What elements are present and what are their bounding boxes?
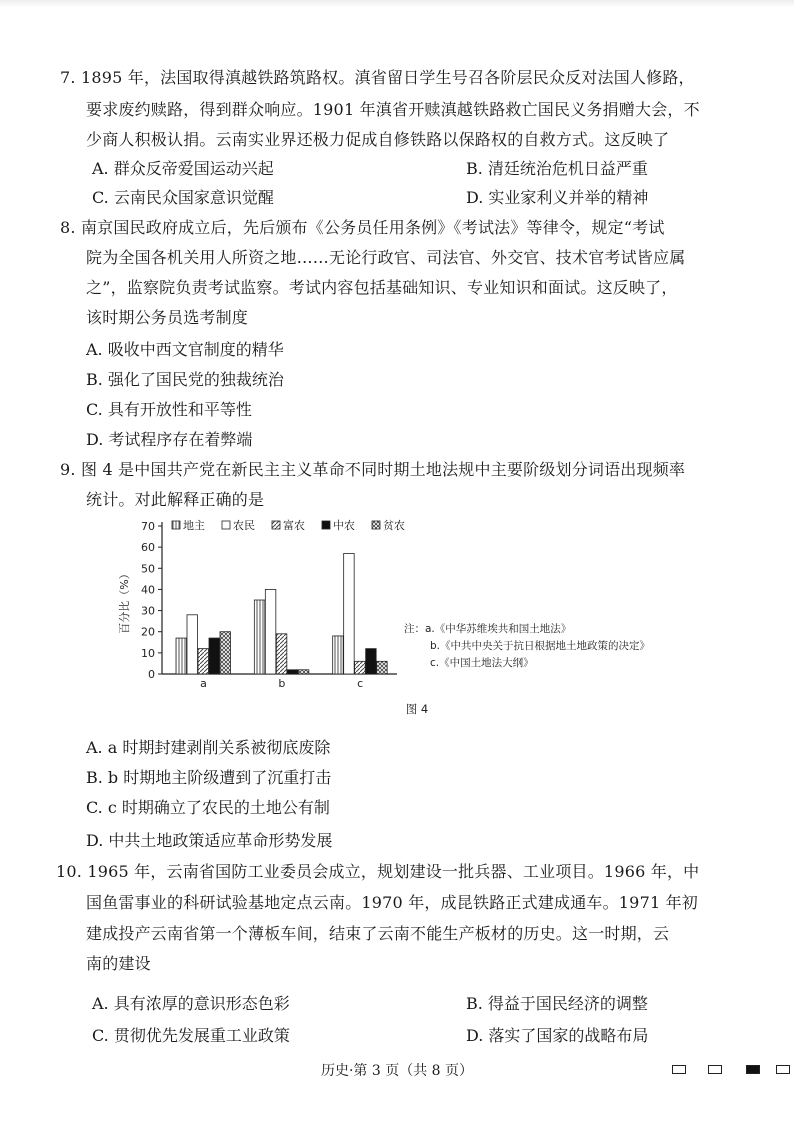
q9-option-c: C. c 时期确立了农民的土地公有制 <box>86 798 330 817</box>
q8-option-b: B. 强化了国民党的独裁统治 <box>86 370 284 389</box>
x-category-label: c <box>357 677 364 690</box>
legend-swatch-贫农 <box>372 521 380 529</box>
figure-caption: 图 4 <box>405 702 429 716</box>
q7-option-b: B. 清廷统治危机日益严重 <box>466 159 648 178</box>
q8-line-4: 该时期公务员选考制度 <box>86 308 249 327</box>
legend-swatch-中农 <box>322 521 330 529</box>
q7-option-a: A. 群众反帝爱国运动兴起 <box>92 159 274 178</box>
bar-a-地主 <box>176 638 187 674</box>
y-axis-label: 百分比（%） <box>118 568 131 634</box>
figure-note-2: b.《中共中央关于抗日根据地土地政策的决定》 <box>430 640 651 652</box>
q10-line-4: 南的建设 <box>86 954 151 973</box>
y-tick-label: 10 <box>141 646 155 660</box>
q9-option-b: B. b 时期地主阶级遭到了沉重打击 <box>86 768 332 787</box>
scan-edge <box>0 0 794 8</box>
bar-a-贫农 <box>220 632 231 674</box>
legend-label: 地主 <box>183 519 205 532</box>
alignment-mark-open-1 <box>672 1065 686 1074</box>
y-tick-label: 40 <box>141 583 155 597</box>
y-tick-label: 60 <box>141 541 155 555</box>
legend-label: 贫农 <box>383 519 405 532</box>
bar-b-贫农 <box>298 670 309 674</box>
bar-b-地主 <box>254 600 264 674</box>
y-tick-label: 70 <box>141 520 155 533</box>
figure-note-3: c.《中国土地法大纲》 <box>430 657 534 669</box>
x-category-label: a <box>200 677 207 690</box>
q10-line-3: 建成投产云南省第一个薄板车间，结束了云南不能生产板材的历史。这一时期，云 <box>86 924 670 943</box>
q7-line-1: 7. 1895 年，法国取得滇越铁路筑路权。滇省留日学生号召各阶层民众反对法国人修路， <box>60 68 695 87</box>
y-tick-label: 50 <box>141 562 155 576</box>
bar-c-地主 <box>333 636 344 674</box>
q7-line-2: 要求废约赎路，得到群众响应。1901 年滇省开赎滇越铁路救亡国民义务捐赠大会，不 <box>86 100 700 119</box>
legend-swatch-地主 <box>172 521 180 529</box>
bar-c-贫农 <box>377 661 388 674</box>
legend-swatch-富农 <box>272 521 280 529</box>
legend-swatch-农民 <box>222 521 230 529</box>
q8-option-a: A. 吸收中西文官制度的精华 <box>86 340 284 359</box>
figure-note-1: 注：a.《中华苏维埃共和国土地法》 <box>404 623 572 635</box>
legend-label: 农民 <box>233 519 255 532</box>
bar-c-中农 <box>366 649 377 674</box>
page-footer: 历史·第 3 页（共 8 页） <box>320 1063 474 1079</box>
q10-option-b: B. 得益于国民经济的调整 <box>466 994 648 1013</box>
q10-line-2: 国鱼雷事业的科研试验基地定点云南。1970 年，成昆铁路正式建成通车。1971 年初 <box>86 893 699 912</box>
q7-line-3: 少商人积极认捐。云南实业界还极力促成自修铁路以保路权的自救方式。这反映了 <box>86 130 670 149</box>
alignment-mark-open-3 <box>776 1065 790 1074</box>
q9-option-a: A. a 时期封建剥削关系被彻底废除 <box>86 738 331 757</box>
bar-c-富农 <box>355 661 366 674</box>
bar-c-农民 <box>344 553 355 674</box>
q8-line-3: 之”，监察院负责考试监察。考试内容包括基础知识、专业知识和面试。这反映了， <box>86 278 678 297</box>
y-tick-label: 20 <box>141 625 155 639</box>
q10-option-d: D. 落实了国家的战略布局 <box>466 1026 649 1045</box>
bar-chart-svg <box>112 516 672 726</box>
alignment-mark-open-2 <box>708 1065 722 1074</box>
q9-line-2: 统计。对此解释正确的是 <box>86 490 265 509</box>
q8-line-1: 8. 南京国民政府成立后，先后颁布《公务员任用条例》《考试法》等律令，规定“考试 <box>60 218 665 237</box>
bar-a-富农 <box>198 649 209 674</box>
legend-label: 中农 <box>333 519 355 532</box>
legend-label: 富农 <box>283 519 305 532</box>
q9-option-d: D. 中共土地政策适应革命形势发展 <box>86 831 333 850</box>
bar-a-中农 <box>209 638 220 674</box>
figure-4-chart <box>112 516 672 726</box>
alignment-mark-filled <box>746 1065 760 1074</box>
q10-option-c: C. 贯彻优先发展重工业政策 <box>92 1026 290 1045</box>
q7-option-d: D. 实业家利义并举的精神 <box>466 188 649 207</box>
q8-option-d: D. 考试程序存在着弊端 <box>86 430 253 449</box>
bar-b-富农 <box>276 634 287 674</box>
q10-line-1: 10. 1965 年，云南省国防工业委员会成立，规划建设一批兵器、工业项目。1966 年，中 <box>56 862 700 881</box>
q8-line-2: 院为全国各机关用人所资之地……无论行政官、司法官、外交官、技术官考试皆应属 <box>86 248 686 267</box>
q9-line-1: 9. 图 4 是中国共产党在新民主主义革命不同时期土地法规中主要阶级划分词语出现频率 <box>60 460 686 479</box>
y-tick-label: 30 <box>141 604 155 618</box>
y-tick-label: 0 <box>148 668 155 681</box>
q8-option-c: C. 具有开放性和平等性 <box>86 400 252 419</box>
bar-a-农民 <box>187 615 198 674</box>
bar-b-农民 <box>265 589 276 674</box>
bar-b-中农 <box>287 670 298 674</box>
q7-option-c: C. 云南民众国家意识觉醒 <box>92 188 274 207</box>
x-category-label: b <box>278 677 286 690</box>
q10-option-a: A. 具有浓厚的意识形态色彩 <box>92 994 290 1013</box>
